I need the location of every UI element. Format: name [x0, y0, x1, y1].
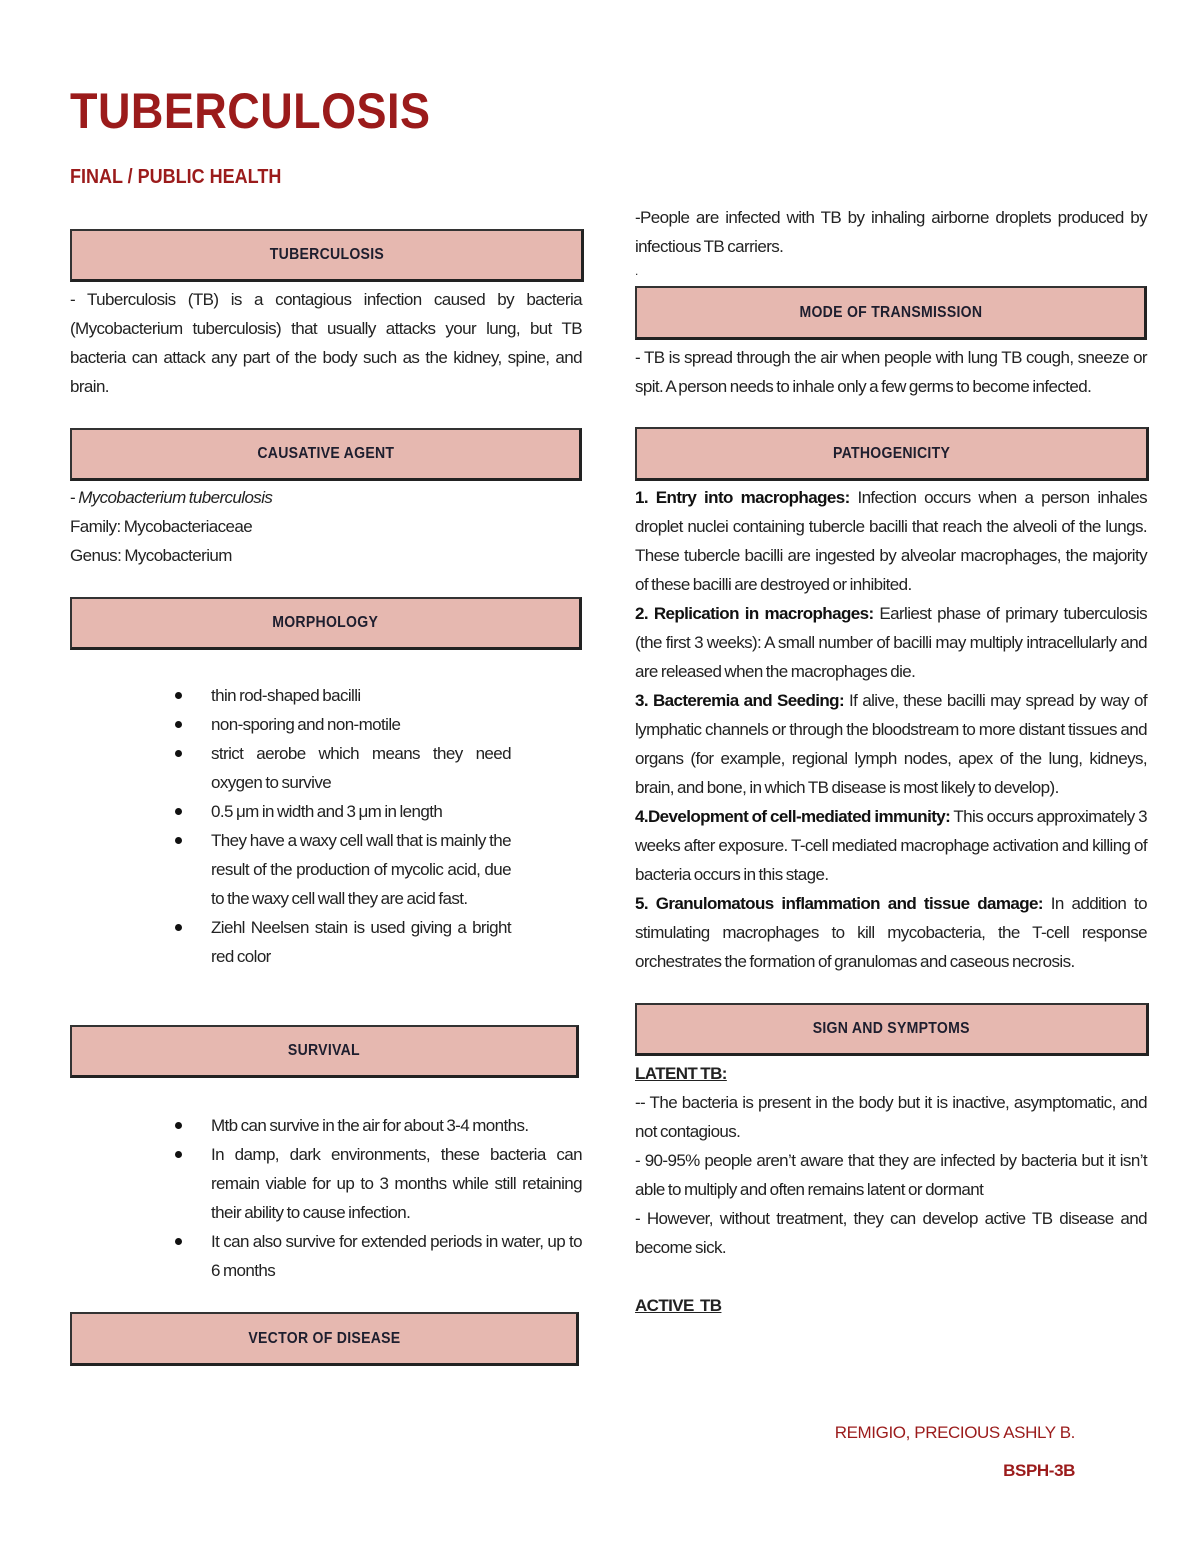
pathogenicity-item: 1. Entry into macrophages: Infection occurs when a person inhales droplet nuclei containing tubercle bacilli that reach the alveoli of the lungs. These tubercle bacilli are ingested by alveolar macrophages, the majority of these bacilli are destroyed or inhibited.: [635, 488, 1147, 594]
agent-name: Mycobacterium tuberculosis: [78, 488, 273, 507]
agent-family: Family: Mycobacteriaceae: [70, 517, 253, 536]
vector-text: -People are infected with TB by inhaling airborne droplets produced by infectious TB carriers.: [635, 208, 1147, 256]
pathogenicity-item: 5. Granulomatous inflammation and tissue damage: In addition to stimulating macrophages to kill mycobacteria, the T-cell response orchestrates the formation of granulomas and caseous necrosis.: [635, 894, 1147, 971]
vector-description: [635, 203, 1147, 281]
survival-list-container: [211, 1111, 582, 1285]
list-item: 0.5 μm in width and 3 μm in length: [211, 797, 511, 826]
bullet-icon: [175, 837, 182, 844]
section-header-label: SIGN AND SYMPTOMS: [812, 1020, 971, 1037]
mode-description: [635, 343, 1147, 401]
survival-list: [211, 1111, 582, 1285]
author-name: REMIGIO, PRECIOUS ASHLY B.: [834, 1423, 1075, 1442]
section-header-label: TUBERCULOSIS: [269, 246, 384, 263]
list-item: In damp, dark environments, these bacteria can remain viable for up to 3 months while still retaining their ability to cause infection.: [211, 1140, 582, 1227]
mode-text: - TB is spread through the air when people with lung TB cough, sneeze or spit. A person needs to inhale only a few germs to become infected.: [635, 348, 1147, 396]
section-header-label: SURVIVAL: [287, 1042, 360, 1059]
active-tb-title: ACTIVE TB: [635, 1296, 722, 1315]
list-item: strict aerobe which means they need oxygen to survive: [211, 739, 511, 797]
section-header-pathogenicity: [635, 427, 1149, 481]
bullet-icon: [175, 1151, 182, 1158]
bullet-icon: [175, 750, 182, 757]
section-header-sign-and-symptoms: [635, 1003, 1149, 1056]
list-item: Mtb can survive in the air for about 3-4 months.: [211, 1111, 582, 1140]
agent-name-line: [70, 483, 582, 512]
latent-line: - 90-95% people aren’t aware that they are infected by bacteria but it isn’t able to multiply and often remains latent or dormant: [635, 1151, 1147, 1199]
pathogenicity-list: [635, 483, 1147, 976]
document-title: TUBERCULOSIS: [70, 83, 431, 139]
section-header-label: MODE OF TRANSMISSION: [799, 303, 982, 321]
latent-line: -- The bacteria is present in the body but it is inactive, asymptomatic, and not contagious.: [635, 1093, 1147, 1141]
section-header-tuberculosis: [70, 229, 584, 282]
bullet-icon: [175, 1238, 182, 1245]
section-header-mode-of-transmission: [635, 286, 1147, 340]
list-item: They have a waxy cell wall that is mainly the result of the production of mycolic acid, due to the waxy cell wall they are acid fast.: [211, 826, 511, 913]
author-section: BSPH-3B: [1003, 1461, 1075, 1480]
bullet-icon: [175, 808, 182, 815]
section-header-label: MORPHOLOGY: [272, 614, 379, 631]
tuberculosis-text: - Tuberculosis (TB) is a contagious infection caused by bacteria (Mycobacterium tuberculosis) that usually attacks your lung, but TB bacteria can attack any part of the body such as the kidney, spine, and brain.: [70, 290, 582, 396]
morphology-list-container: [211, 681, 511, 971]
bullet-icon: [175, 924, 182, 931]
causative-agent-block: [70, 483, 582, 570]
document-subtitle: FINAL / PUBLIC HEALTH: [70, 166, 282, 188]
pathogenicity-item: 2. Replication in macrophages: Earliest phase of primary tuberculosis (the first 3 weeks): A small number of bacilli may multiply intracellularly and are released when the macrophages die.: [635, 604, 1147, 681]
bullet-icon: [175, 1122, 182, 1129]
section-header-label: CAUSATIVE AGENT: [257, 445, 394, 462]
spacer: [635, 1262, 1147, 1291]
pathogenicity-item: 3. Bacteremia and Seeding: If alive, these bacilli may spread by way of lymphatic channels or through the bloodstream to more distant tissues and organs (for example, regional lymph nodes, apex of the lung, kidneys, brain, and bone, in which TB disease is most likely to develop).: [635, 691, 1147, 797]
author-block: [835, 1414, 1075, 1490]
latent-tb-title: LATENT TB:: [635, 1064, 727, 1083]
latent-line: - However, without treatment, they can develop active TB disease and become sick.: [635, 1209, 1147, 1257]
section-header-label: VECTOR OF DISEASE: [247, 1329, 401, 1347]
tuberculosis-description: [70, 285, 582, 401]
list-item: thin rod-shaped bacilli: [211, 681, 511, 710]
symptoms-block: [635, 1059, 1147, 1320]
list-item: non-sporing and non-motile: [211, 710, 511, 739]
bullet-icon: [175, 692, 182, 699]
section-header-morphology: [70, 597, 582, 650]
section-header-vector-of-disease: [70, 1312, 579, 1366]
bullet-icon: [175, 721, 182, 728]
pathogenicity-item: 4.Development of cell-mediated immunity: This occurs approximately 3 weeks after exposure. T-cell mediated macrophage activation and killing of bacteria occurs in this stage.: [635, 807, 1147, 884]
list-item: Ziehl Neelsen stain is used giving a bright red color: [211, 913, 511, 971]
agent-genus: Genus: Mycobacterium: [70, 546, 232, 565]
agent-prefix: -: [70, 488, 79, 507]
section-header-survival: [70, 1025, 579, 1078]
section-header-label: PATHOGENICITY: [832, 444, 951, 462]
morphology-list: [211, 681, 511, 971]
list-item: It can also survive for extended periods in water, up to 6 months: [211, 1227, 582, 1285]
section-header-causative-agent: [70, 428, 582, 481]
stray-dot: .: [635, 264, 638, 278]
